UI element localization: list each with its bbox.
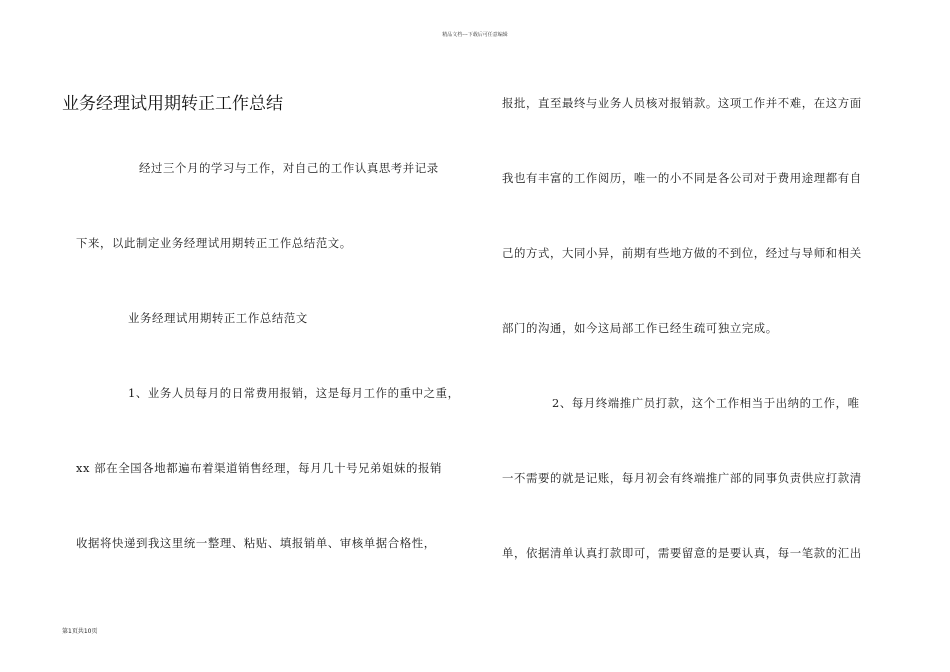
paragraph-line: 1、业务人员每月的日常费用报销，这是每月工作的重中之重， xyxy=(128,386,460,400)
paragraph-line: 一不需要的就是记账，每月初会有终端推广部的同事负责供应打款清 xyxy=(502,471,862,485)
paragraph-line: 己的方式，大同小异，前期有些地方做的不到位，经过与导师和相关 xyxy=(502,246,862,260)
paragraph-line: 2、每月终端推广员打款，这个工作相当于出纳的工作，唯 xyxy=(552,396,860,410)
paragraph-line: 报批，直至最终与业务人员核对报销款。这项工作并不难，在这方面 xyxy=(502,96,862,110)
paragraph-line: 下来，以此制定业务经理试用期转正工作总结范文。 xyxy=(76,236,352,250)
header-note: 精品文档---下载后可任意编辑 xyxy=(442,32,508,38)
paragraph-line: 单，依据清单认真打款即可，需要留意的是要认真，每一笔款的汇出 xyxy=(502,546,862,560)
paragraph-line: xx 部在全国各地都遍布着渠道销售经理，每月几十号兄弟姐妹的报销 xyxy=(76,461,442,475)
document-title: 业务经理试用期转正工作总结 xyxy=(62,94,283,114)
paragraph-line: 我也有丰富的工作阅历，唯一的小不同是各公司对于费用途理都有自 xyxy=(502,171,862,185)
section-heading: 业务经理试用期转正工作总结范文 xyxy=(128,311,308,325)
paragraph-line: 经过三个月的学习与工作，对自己的工作认真思考并记录 xyxy=(139,161,439,175)
paragraph-line: 部门的沟通，如今这局部工作已经生疏可独立完成。 xyxy=(502,321,778,335)
paragraph-line: 收据将快递到我这里统一整理、粘贴、填报销单、审核单据合格性， xyxy=(76,536,436,550)
page-indicator: 第1页共10页 xyxy=(62,628,98,635)
